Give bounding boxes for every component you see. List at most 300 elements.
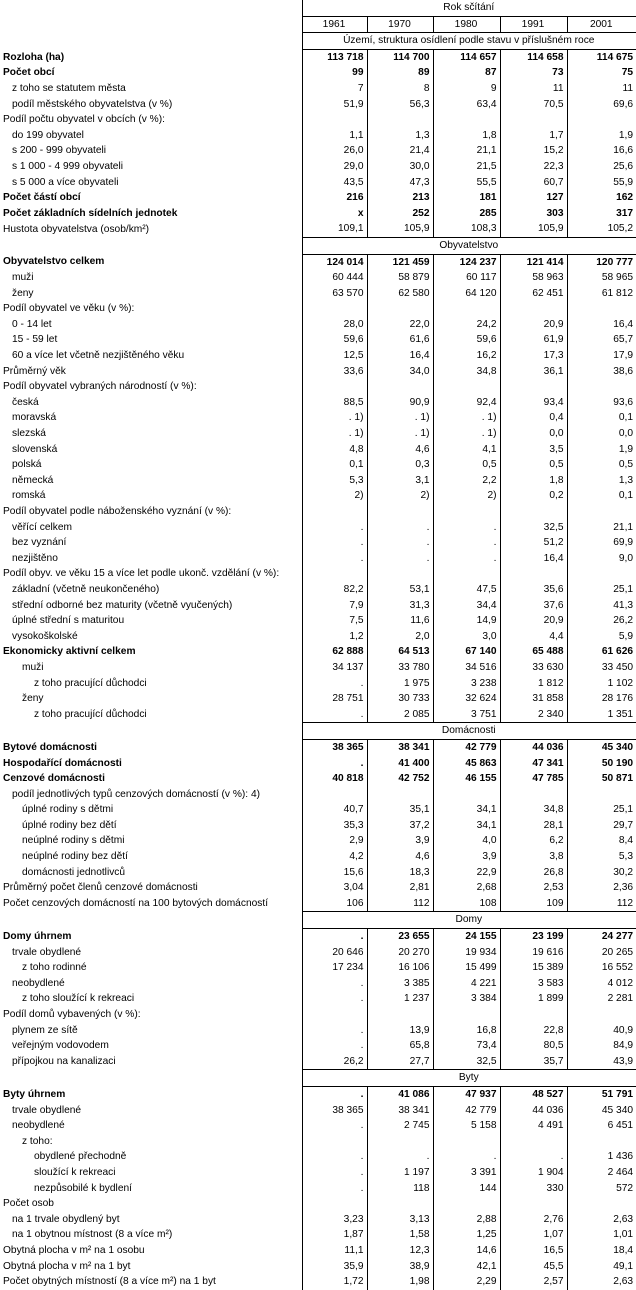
row-label: s 1 000 - 4 999 obyvateli [12,160,124,172]
value-cell: 36,1 [500,364,567,380]
value-cell: 1,2 [302,629,367,645]
value-cell: 1,87 [302,1227,367,1243]
value-cell: 34,1 [433,818,500,834]
value-cell: 20,9 [500,613,567,629]
value-cell: 2 281 [567,991,636,1007]
value-cell: . [302,756,367,772]
row-label: do 199 obyvatel [12,129,84,141]
value-cell: 121 459 [367,254,433,270]
value-cell [567,1007,636,1023]
value-cell: 73 [500,65,567,81]
value-cell: 25,1 [567,802,636,818]
value-cell: . [302,676,367,692]
value-cell: 58 965 [567,270,636,286]
table-row [0,802,636,818]
value-cell: 32,5 [500,520,567,536]
value-cell: 1,98 [367,1274,433,1290]
table-row [0,1165,636,1181]
value-cell: 15 499 [433,960,500,976]
table-row [0,348,636,364]
value-cell: 17,3 [500,348,567,364]
value-cell: . [500,1149,567,1165]
value-cell: 34 516 [433,660,500,676]
value-cell: 16,4 [567,317,636,333]
value-cell: 0,5 [433,457,500,473]
value-cell: 114 675 [567,49,636,65]
value-cell: 2,53 [500,880,567,896]
corner-cell [0,16,302,33]
value-cell: 43,5 [302,175,367,191]
value-cell: 213 [367,190,433,206]
section-header-row [0,912,636,929]
table-row [0,771,636,787]
value-cell: 1,3 [567,473,636,489]
value-cell [367,379,433,395]
value-cell: 19 616 [500,945,567,961]
table-row [0,395,636,411]
value-cell: 2 464 [567,1165,636,1181]
value-cell [302,787,367,803]
value-cell [302,1134,367,1150]
year-header: 1970 [367,16,433,33]
value-cell: 5,9 [567,629,636,645]
value-cell: 25,6 [567,159,636,175]
value-cell [500,566,567,582]
value-cell: 1,72 [302,1274,367,1290]
value-cell: 99 [302,65,367,81]
row-label: úplné střední s maturitou [12,615,125,627]
value-cell: 38,6 [567,364,636,380]
row-label: Podíl počtu obyvatel v obcích (v %): [3,114,165,126]
section-label-spacer [0,723,302,740]
row-label: na 1 obytnou místnost (8 a více m²) [12,1229,173,1241]
row-label: z toho pracující důchodci [34,708,147,720]
value-cell: 34,4 [433,598,500,614]
value-cell: 2 085 [367,707,433,723]
value-cell: 26,2 [302,1054,367,1070]
row-label: Cenzové domácnosti [3,773,105,785]
value-cell: . [302,991,367,1007]
row-label: obydlené přechodně [34,1151,127,1163]
value-cell [567,787,636,803]
table-row [0,896,636,912]
value-cell: 3,0 [433,629,500,645]
value-cell: 317 [567,206,636,222]
value-cell: 44 036 [500,739,567,755]
value-cell: 0,0 [500,426,567,442]
row-label: neúplné rodiny bez dětí [22,851,128,863]
value-cell: 41 400 [367,756,433,772]
row-label: slovenská [12,443,58,455]
table-row [0,488,636,504]
value-cell: 181 [433,190,500,206]
row-label: neobydlené [12,1120,65,1132]
table-row [0,97,636,113]
value-cell: 41 086 [367,1086,433,1102]
value-cell: . [302,929,367,945]
value-cell: 3,9 [433,849,500,865]
row-label: z toho se statutem města [12,82,126,94]
value-cell [567,1134,636,1150]
row-label: 15 - 59 let [12,334,58,346]
value-cell: 118 [367,1181,433,1197]
table-row [0,1149,636,1165]
table-row [0,1007,636,1023]
value-cell: 49,1 [567,1259,636,1275]
value-cell: . [302,1086,367,1102]
row-label: plynem ze sítě [12,1024,78,1036]
value-cell: 1,9 [567,442,636,458]
value-cell: 1 812 [500,676,567,692]
value-cell [367,112,433,128]
table-row [0,787,636,803]
value-cell: 16,8 [433,1023,500,1039]
table-row [0,1038,636,1054]
value-cell: . [367,535,433,551]
value-cell [367,1196,433,1212]
table-row [0,880,636,896]
value-cell: 25,1 [567,582,636,598]
value-cell: 113 718 [302,49,367,65]
value-cell: . [302,1118,367,1134]
value-cell: 4,8 [302,442,367,458]
value-cell: . [302,1149,367,1165]
table-row [0,991,636,1007]
value-cell: 90,9 [367,395,433,411]
value-cell [500,1196,567,1212]
value-cell [302,504,367,520]
value-cell: 16,4 [367,348,433,364]
value-cell [433,112,500,128]
value-cell: 285 [433,206,500,222]
value-cell: 47 785 [500,771,567,787]
row-label: z toho pracující důchodci [34,677,147,689]
table-row [0,504,636,520]
value-cell: 29,7 [567,818,636,834]
table-row [0,960,636,976]
value-cell: 2) [302,488,367,504]
row-label: Hustota obyvatelstva (osob/km²) [3,223,150,235]
value-cell: 21,4 [367,143,433,159]
value-cell [433,787,500,803]
value-cell [567,301,636,317]
year-header: 1980 [433,16,500,33]
table-row [0,535,636,551]
row-label: muži [12,272,34,284]
table-row [0,1134,636,1150]
value-cell: 69,6 [567,97,636,113]
row-label: přípojkou na kanalizaci [12,1056,116,1068]
table-row [0,1196,636,1212]
value-cell: 24 155 [433,929,500,945]
table-row [0,1118,636,1134]
value-cell: 112 [567,896,636,912]
value-cell [567,112,636,128]
value-cell: 11 [567,81,636,97]
row-label: vysokoškolské [12,630,78,642]
row-label: sloužící k rekreaci [34,1166,116,1178]
value-cell: 55,5 [433,175,500,191]
value-cell: 21,1 [567,520,636,536]
value-cell: 20,9 [500,317,567,333]
value-cell: 28,1 [500,818,567,834]
table-row [0,976,636,992]
value-cell: 60 117 [433,270,500,286]
table-row [0,128,636,144]
value-cell: 28,0 [302,317,367,333]
row-label: slezská [12,428,46,440]
section-header-row [0,1070,636,1087]
value-cell: 47 341 [500,756,567,772]
row-label: ženy [12,287,34,299]
table-row [0,379,636,395]
row-label: Hospodařící domácnosti [3,757,122,769]
table-row [0,1103,636,1119]
table-row [0,270,636,286]
section-label-spacer [0,912,302,929]
value-cell: 14,9 [433,613,500,629]
row-label: 0 - 14 let [12,318,52,330]
value-cell: 26,2 [567,613,636,629]
value-cell: 303 [500,206,567,222]
value-cell: 1 237 [367,991,433,1007]
value-cell [302,1196,367,1212]
value-cell: 65,8 [367,1038,433,1054]
value-cell: 7,9 [302,598,367,614]
row-label: Podíl obyvatel podle náboženského vyznání (v %): [3,506,232,517]
value-cell: 5,3 [302,473,367,489]
row-label: česká [12,396,39,408]
row-label: úplné rodiny s dětmi [22,804,114,816]
value-cell: 2,0 [367,629,433,645]
value-cell: 1,9 [567,128,636,144]
row-label: Počet obytných místností (8 a více m²) na 1 byt [3,1276,216,1288]
value-cell: 21,5 [433,159,500,175]
value-cell: . 1) [433,410,500,426]
row-label: střední odborné bez maturity (včetně vyučených) [12,599,233,611]
value-cell: 18,3 [367,865,433,881]
value-cell: 82,2 [302,582,367,598]
value-cell: 41,3 [567,598,636,614]
value-cell: 88,5 [302,395,367,411]
value-cell: 61 626 [567,644,636,660]
table-row [0,551,636,567]
value-cell: 2) [433,488,500,504]
value-cell: 58 963 [500,270,567,286]
value-cell: 63,4 [433,97,500,113]
row-label: Obytná plocha v m² na 1 osobu [3,1244,145,1256]
section-title: Domy [302,912,636,929]
table-row [0,1243,636,1259]
value-cell: 1 436 [567,1149,636,1165]
row-label: Počet částí obcí [3,192,81,204]
value-cell: 2,63 [567,1274,636,1290]
value-cell: 2,63 [567,1212,636,1228]
value-cell: 112 [367,896,433,912]
value-cell: 0,3 [367,457,433,473]
value-cell: . 1) [367,410,433,426]
value-cell: 1,25 [433,1227,500,1243]
value-cell: 11 [500,81,567,97]
value-cell: 3,23 [302,1212,367,1228]
value-cell: 2,9 [302,833,367,849]
value-cell: 22,9 [433,865,500,881]
header-caption: Rok sčítání [302,0,636,16]
value-cell [302,112,367,128]
value-cell: . [433,551,500,567]
value-cell: 16 552 [567,960,636,976]
value-cell: 3,1 [367,473,433,489]
table-row [0,676,636,692]
value-cell: 40,7 [302,802,367,818]
value-cell: 109,1 [302,221,367,237]
value-cell: 31,3 [367,598,433,614]
value-cell: 2) [367,488,433,504]
value-cell: 12,3 [367,1243,433,1259]
table-row [0,833,636,849]
value-cell: 47,5 [433,582,500,598]
row-label: Obyvatelstvo celkem [3,256,105,268]
row-label: Počet základních sídelních jednotek [3,207,178,219]
value-cell: 2,81 [367,880,433,896]
row-label: Podíl domů vybavených (v %): [3,1009,141,1020]
table-row [0,473,636,489]
value-cell: 18,4 [567,1243,636,1259]
value-cell: 120 777 [567,254,636,270]
value-cell: 70,5 [500,97,567,113]
value-cell [500,301,567,317]
value-cell: 2,29 [433,1274,500,1290]
value-cell: 108,3 [433,221,500,237]
value-cell: 61,6 [367,332,433,348]
value-cell: 4 012 [567,976,636,992]
value-cell: 114 700 [367,49,433,65]
value-cell [302,301,367,317]
value-cell: 59,6 [302,332,367,348]
value-cell: 20 270 [367,945,433,961]
table-row [0,81,636,97]
value-cell [433,1007,500,1023]
row-label: na 1 trvale obydlený byt [12,1213,120,1225]
row-label: Průměrný počet členů cenzové domácnosti [3,882,198,894]
value-cell: 87 [433,65,500,81]
value-cell: 109 [500,896,567,912]
value-cell: 51 791 [567,1086,636,1102]
value-cell: . [302,1165,367,1181]
section-title: Byty [302,1070,636,1087]
value-cell: 60 444 [302,270,367,286]
value-cell [433,1134,500,1150]
value-cell: 0,5 [500,457,567,473]
value-cell: 73,4 [433,1038,500,1054]
row-label: neobydlené [12,977,65,989]
value-cell: 2,76 [500,1212,567,1228]
section-label-spacer [0,1070,302,1087]
table-row [0,332,636,348]
row-label: Počet osob [3,1198,54,1210]
row-label: moravská [12,412,57,424]
value-cell: 61,9 [500,332,567,348]
value-cell [433,566,500,582]
value-cell [302,1007,367,1023]
value-cell: 1,01 [567,1227,636,1243]
value-cell [367,566,433,582]
value-cell: 64 513 [367,644,433,660]
value-cell: 124 237 [433,254,500,270]
value-cell: 38 365 [302,1103,367,1119]
value-cell: 4 221 [433,976,500,992]
value-cell: 108 [433,896,500,912]
value-cell: 16,2 [433,348,500,364]
value-cell: 17,9 [567,348,636,364]
value-cell: 34,0 [367,364,433,380]
value-cell: 15,2 [500,143,567,159]
value-cell: 16,4 [500,551,567,567]
value-cell: 216 [302,190,367,206]
table-row [0,849,636,865]
value-cell: 162 [567,190,636,206]
value-cell: 45 863 [433,756,500,772]
value-cell: 22,0 [367,317,433,333]
row-label: Počet cenzových domácností na 100 bytových domácností [3,898,269,910]
value-cell [500,112,567,128]
value-cell [567,1196,636,1212]
value-cell: 40 818 [302,771,367,787]
value-cell: 37,2 [367,818,433,834]
value-cell [367,504,433,520]
row-label: Byty úhrnem [3,1088,66,1100]
table-row [0,865,636,881]
value-cell: . 1) [433,426,500,442]
value-cell [500,504,567,520]
value-cell: 23 655 [367,929,433,945]
value-cell: 5,3 [567,849,636,865]
value-cell: 51,2 [500,535,567,551]
row-label: trvale obydlené [12,1104,82,1116]
table-row [0,254,636,270]
value-cell: 53,1 [367,582,433,598]
value-cell: 61 812 [567,286,636,302]
value-cell: . 1) [302,410,367,426]
value-cell: 13,9 [367,1023,433,1039]
table-row [0,1259,636,1275]
value-cell: 45,5 [500,1259,567,1275]
value-cell [302,566,367,582]
value-cell: 1,3 [367,128,433,144]
value-cell: 7 [302,81,367,97]
value-cell: 51,9 [302,97,367,113]
value-cell: 47,3 [367,175,433,191]
value-cell: 24 277 [567,929,636,945]
value-cell: 59,6 [433,332,500,348]
value-cell: 43,9 [567,1054,636,1070]
table-row [0,691,636,707]
row-label: Bytové domácnosti [3,741,97,753]
value-cell: 35,3 [302,818,367,834]
value-cell: 22,8 [500,1023,567,1039]
value-cell: 62 580 [367,286,433,302]
row-label: z toho sloužící k rekreaci [22,993,135,1005]
table-row [0,1227,636,1243]
row-label: základní (včetně neukončeného) [12,583,160,595]
value-cell: 27,7 [367,1054,433,1070]
value-cell: 42 752 [367,771,433,787]
year-header: 1961 [302,16,367,33]
section-title: Území, struktura osídlení podle stavu v příslušném roce [302,33,636,50]
value-cell: 1 351 [567,707,636,723]
row-label: úplné rodiny bez dětí [22,819,117,831]
table-row [0,520,636,536]
